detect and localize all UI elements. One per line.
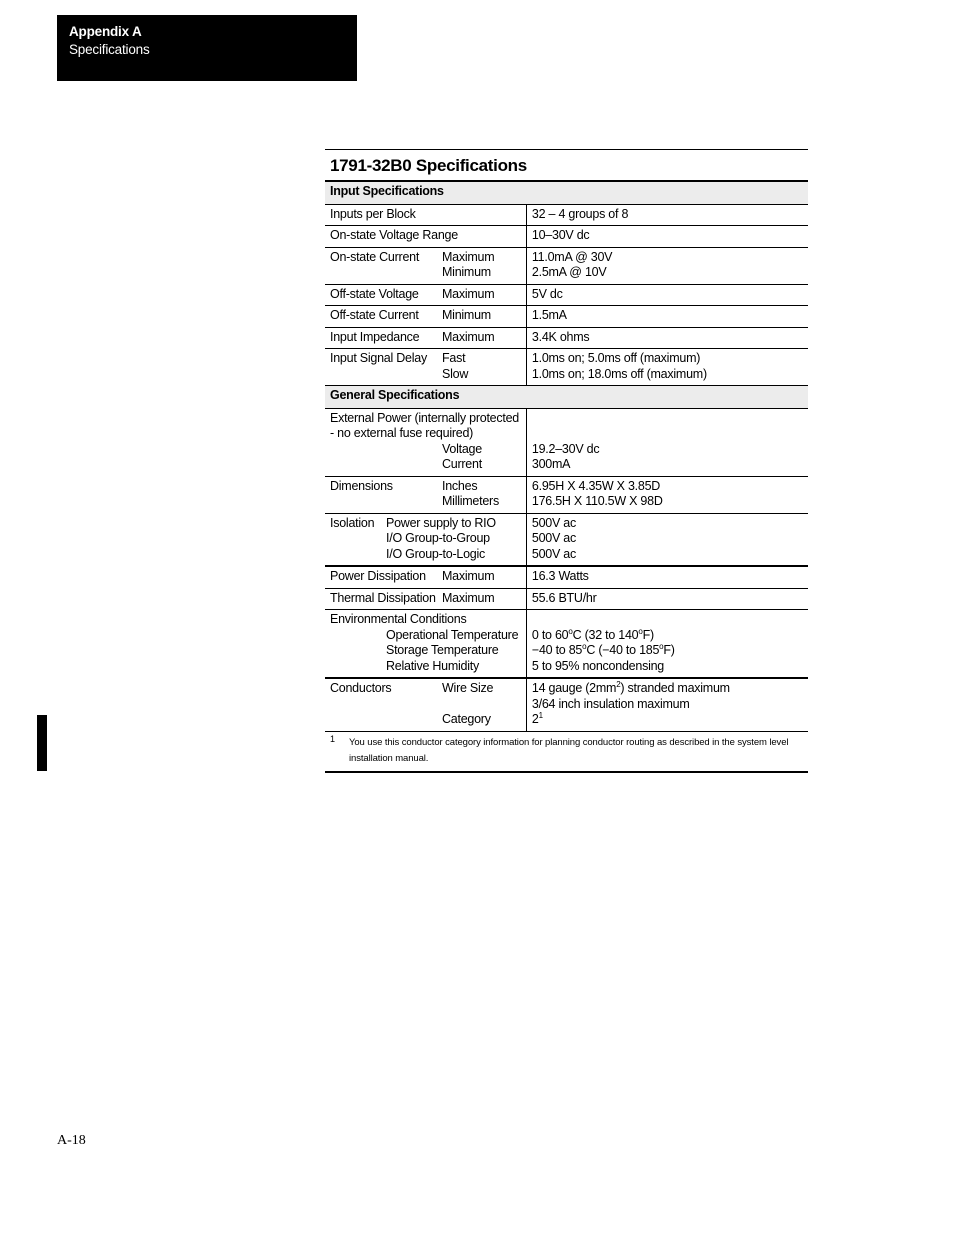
off-state-current-label: Off-state Current xyxy=(330,308,419,322)
dimensions-mm-label: Millimeters xyxy=(442,494,499,508)
power-dissipation-value: 16.3 Watts xyxy=(526,566,808,588)
spec-table xyxy=(325,180,808,732)
section-general-label: General Specifications xyxy=(325,386,808,409)
header-appendix: Appendix A xyxy=(69,24,142,39)
environmental-humidity-value: 5 to 95% noncondensing xyxy=(531,658,665,673)
dimensions-inches-value: 6.95H X 4.35W X 3.85D xyxy=(531,478,661,493)
conductors-category-label: Category xyxy=(442,712,491,726)
external-power-current-value: 300mA xyxy=(531,457,571,471)
off-state-voltage-sub: Maximum xyxy=(442,286,495,301)
on-state-current-values xyxy=(526,247,808,284)
dimensions-mm-value: 176.5H X 110.5W X 98D xyxy=(531,494,663,508)
dimensions-label: Dimensions xyxy=(330,478,393,493)
thermal-dissipation-cell xyxy=(325,588,526,610)
spec-area xyxy=(325,149,808,773)
inputs-per-block-label: Inputs per Block xyxy=(325,204,526,226)
thermal-dissipation-label: Thermal Dissipation xyxy=(330,590,436,605)
input-impedance-label: Input Impedance xyxy=(330,329,420,344)
off-state-current-cell xyxy=(325,306,526,328)
footnote-mark: 1 xyxy=(330,733,336,744)
isolation-label: Isolation xyxy=(330,515,375,530)
input-impedance-cell xyxy=(325,327,526,349)
thermal-dissipation-value: 55.6 BTU/hr xyxy=(526,588,808,610)
isolation-group-label: I/O Group-to-Group xyxy=(386,531,490,545)
input-signal-delay-cell xyxy=(325,349,526,386)
isolation-logic-label: I/O Group-to-Logic xyxy=(386,546,486,561)
environmental-op-temp-value: 0 to 60$^o$C (32 to 140$^o$F) xyxy=(531,626,654,642)
section-general xyxy=(325,386,808,409)
environmental-humidity-label: Relative Humidity xyxy=(386,658,480,673)
on-state-current-cell xyxy=(325,247,526,284)
on-state-current-max-value: 11.0mA @ 30V xyxy=(531,249,613,264)
on-state-current-min-value: 2.5mA @ 10V xyxy=(531,265,607,279)
external-power-current-label: Current xyxy=(442,457,482,471)
conductors-cell xyxy=(325,678,526,731)
on-state-current-label: On-state Current xyxy=(330,249,420,264)
external-power-voltage-value: 19.2–30V dc xyxy=(531,441,600,456)
on-state-voltage-label: On-state Voltage Range xyxy=(325,226,526,248)
footnote-text: You use this conductor category information for planning conductor routing as described in the system level installation manual. xyxy=(349,736,789,764)
input-impedance-sub: Maximum xyxy=(442,329,495,344)
environmental-values xyxy=(526,610,808,679)
conductors-values xyxy=(526,678,808,731)
environmental-storage-temp-value: −40 to 85$^o$C (−40 to 185$^o$F) xyxy=(531,641,675,657)
off-state-voltage-label: Off-state Voltage xyxy=(330,286,419,301)
table-row xyxy=(325,204,808,226)
on-state-current-min-label: Minimum xyxy=(442,265,491,279)
off-state-voltage-value: 5V dc xyxy=(526,284,808,306)
dimensions-inches-label: Inches xyxy=(442,478,478,493)
external-power-values xyxy=(526,408,808,476)
off-state-current-value: 1.5mA xyxy=(526,306,808,328)
external-power-label-line2: - no external fuse required) xyxy=(330,426,474,440)
page-header-block xyxy=(57,15,357,81)
on-state-current-max-label: Maximum xyxy=(442,249,495,264)
conductors-category-value: $2^1$ xyxy=(531,710,543,726)
input-impedance-value: 3.4K ohms xyxy=(526,327,808,349)
thumb-tab-marker xyxy=(37,715,47,771)
thermal-dissipation-sub: Maximum xyxy=(442,590,495,605)
off-state-current-sub: Minimum xyxy=(442,308,491,322)
input-signal-delay-fast-label: Fast xyxy=(442,351,466,365)
isolation-rio-value: 500V ac xyxy=(531,515,577,530)
external-power-label-line1: External Power (internally protected xyxy=(330,410,520,425)
table-row xyxy=(325,327,808,349)
footnote xyxy=(325,732,808,773)
external-power-voltage-label: Voltage xyxy=(442,441,482,456)
isolation-group-value: 500V ac xyxy=(531,531,577,545)
power-dissipation-label: Power Dissipation xyxy=(330,569,426,583)
table-row xyxy=(325,566,808,588)
table-row xyxy=(325,226,808,248)
isolation-rio-label: Power supply to RIO xyxy=(386,515,496,530)
table-row xyxy=(325,610,808,679)
conductors-wire-size-label: Wire Size xyxy=(442,681,494,695)
table-row xyxy=(325,349,808,386)
isolation-values xyxy=(526,513,808,566)
dimensions-cell xyxy=(325,476,526,513)
table-row xyxy=(325,513,808,566)
spec-title: 1791-32B0 Specifications xyxy=(330,156,527,175)
table-row xyxy=(325,284,808,306)
environmental-op-temp-label: Operational Temperature xyxy=(386,627,519,642)
section-input xyxy=(325,181,808,204)
table-row xyxy=(325,247,808,284)
table-row xyxy=(325,678,808,731)
isolation-cell xyxy=(325,513,526,566)
environmental-label: Environmental Conditions xyxy=(330,612,467,626)
table-row xyxy=(325,476,808,513)
input-signal-delay-slow-value: 1.0ms on; 18.0ms off (maximum) xyxy=(531,366,707,381)
input-signal-delay-values xyxy=(526,349,808,386)
external-power-cell xyxy=(325,408,526,476)
table-row xyxy=(325,408,808,476)
conductors-wire-size-value: 14 gauge $(2mm^2)$ stranded maximum xyxy=(531,679,730,695)
power-dissipation-cell xyxy=(325,566,526,588)
table-row xyxy=(325,588,808,610)
conductors-label: Conductors xyxy=(330,681,392,695)
conductors-insulation-value: 3/64 inch insulation maximum xyxy=(531,696,690,711)
power-dissipation-sub: Maximum xyxy=(442,569,495,583)
isolation-logic-value: 500V ac xyxy=(531,546,577,561)
table-row xyxy=(325,306,808,328)
section-input-label: Input Specifications xyxy=(325,181,808,204)
environmental-storage-temp-label: Storage Temperature xyxy=(386,643,499,657)
input-signal-delay-fast-value: 1.0ms on; 5.0ms off (maximum) xyxy=(531,351,701,365)
header-section: Specifications xyxy=(69,42,150,57)
inputs-per-block-value: 32 – 4 groups of 8 xyxy=(526,204,808,226)
environmental-cell xyxy=(325,610,526,679)
input-signal-delay-label: Input Signal Delay xyxy=(330,351,427,365)
on-state-voltage-value: 10–30V dc xyxy=(526,226,808,248)
footnote-ref: 1 xyxy=(538,710,543,720)
dimensions-values xyxy=(526,476,808,513)
off-state-voltage-cell xyxy=(325,284,526,306)
input-signal-delay-slow-label: Slow xyxy=(442,366,469,381)
page-number: A-18 xyxy=(57,1133,86,1148)
